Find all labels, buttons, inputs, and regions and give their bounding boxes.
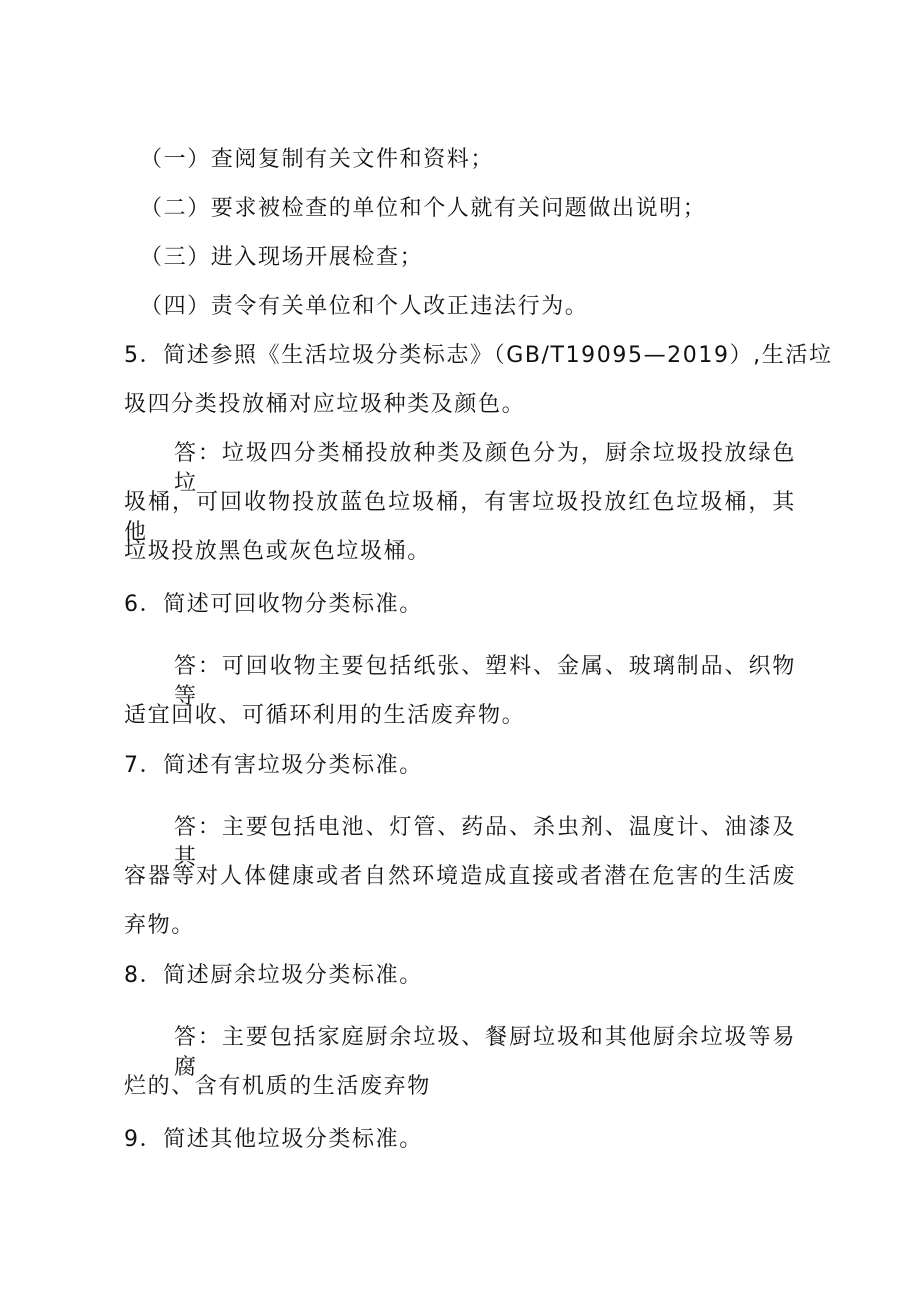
- answer-8-line-2: 烂的、含有机质的生活废弃物: [124, 1074, 431, 1099]
- answer-5-line-2: 圾桶，可回收物投放蓝色垃圾桶，有害垃圾投放红色垃圾桶，其他: [124, 490, 796, 545]
- answer-7-line-3: 弃物。: [124, 913, 195, 938]
- question-8: 8．简述厨余垃圾分类标准。: [124, 963, 423, 988]
- question-9: 9．简述其他垃圾分类标准。: [124, 1127, 423, 1152]
- answer-6-line-2: 适宜回收、可循环利用的生活废弃物。: [124, 703, 526, 728]
- answer-5-line-3: 垃圾投放黑色或灰色垃圾桶。: [124, 539, 431, 564]
- list-item-2: （二）要求被检查的单位和个人就有关问题做出说明；: [140, 196, 707, 221]
- answer-7-line-2: 容器等对人体健康或者自然环境造成直接或者潜在危害的生活废: [124, 864, 796, 889]
- question-5-line-1: 5．简述参照《生活垃圾分类标志》（GB/T19095—2019）,生活垃: [124, 343, 833, 368]
- question-7: 7．简述有害垃圾分类标准。: [124, 753, 423, 778]
- list-item-4: （四）责令有关单位和个人改正违法行为。: [140, 294, 589, 319]
- question-6: 6．简述可回收物分类标准。: [124, 592, 423, 617]
- answer-8-line-1: 答：主要包括家庭厨余垃圾、餐厨垃圾和其他厨余垃圾等易腐: [174, 1025, 796, 1080]
- answer-5-line-1: 答：垃圾四分类桶投放种类及颜色分为，厨余垃圾投放绿色垃: [174, 441, 796, 496]
- list-item-1: （一）查阅复制有关文件和资料；: [140, 147, 495, 172]
- list-item-3: （三）进入现场开展检查；: [140, 245, 424, 270]
- question-5-line-2: 圾四分类投放桶对应垃圾种类及颜色。: [124, 392, 526, 417]
- answer-6-line-1: 答：可回收物主要包括纸张、塑料、金属、玻璃制品、织物等: [174, 654, 796, 709]
- answer-7-line-1: 答：主要包括电池、灯管、药品、杀虫剂、温度计、油漆及其: [174, 815, 796, 870]
